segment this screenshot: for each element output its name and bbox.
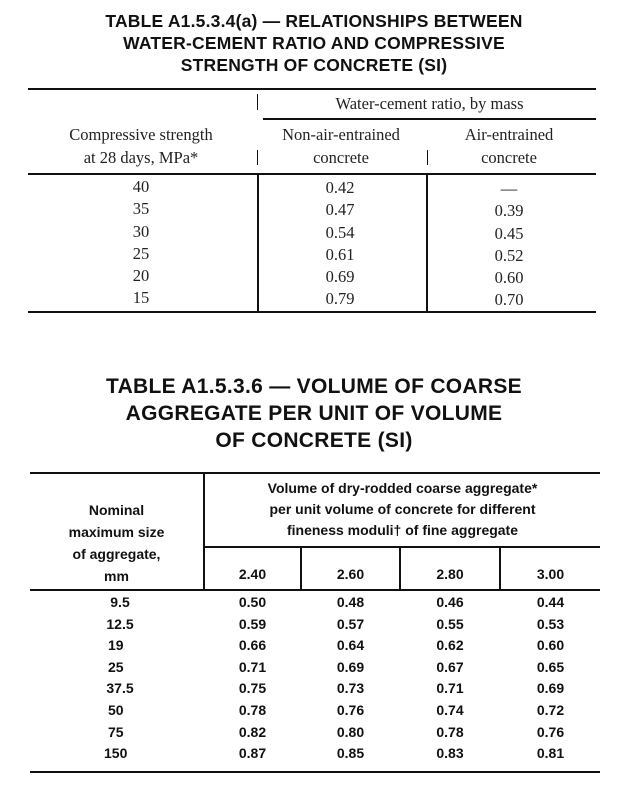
table2-size-cell: 150 (104, 745, 128, 762)
table1-col-air-line-2: concrete (481, 148, 537, 167)
table1-air-cell: 0.70 (494, 290, 524, 310)
table2-value-cell: 0.46 (436, 594, 464, 610)
table2-row-header-line-2: maximum size (68, 524, 165, 540)
table1-divider (257, 94, 258, 110)
table2-size-column (70, 592, 170, 765)
table1-strength-cell: 40 (132, 177, 150, 196)
table1-air-cell: 0.60 (494, 268, 524, 288)
table2-title (0, 373, 628, 454)
table2-value-cell: 0.57 (336, 615, 365, 632)
table2-value-cell: 0.71 (436, 680, 464, 697)
table2-header-rule (30, 589, 600, 591)
table2-value-cell: 0.73 (336, 680, 365, 697)
table1-strength-cell: 25 (132, 243, 150, 263)
table1-non-air-cell: 0.47 (325, 200, 355, 220)
table2-title-line-1: TABLE A1.5.3.6 — VOLUME OF COARSE (106, 375, 522, 398)
table1-air-cell: — (500, 179, 518, 198)
table1 (28, 88, 596, 314)
table2-row-header-line-4: mm (104, 568, 129, 584)
table2-value-cell: 0.50 (238, 594, 267, 610)
table1-non-air-cell: 0.79 (325, 289, 355, 309)
table2-value-cell: 0.59 (238, 615, 267, 632)
table2-fm-header: 2.80 (436, 566, 464, 582)
table1-title-line-1: TABLE A1.5.3.4(a) — RELATIONSHIPS BETWEEN (105, 11, 523, 31)
table1-strength-cell: 15 (132, 288, 150, 308)
table2-value-cell: 0.69 (336, 658, 365, 675)
table2-value-cell: 0.78 (436, 723, 464, 740)
table1-divider (427, 150, 428, 165)
table2-value-cell: 0.72 (536, 701, 565, 718)
table2-top-rule (30, 472, 600, 474)
table2-row-header-line-1: Nominal (88, 502, 145, 518)
table2-size-cell: 50 (108, 701, 124, 718)
table2-value-cell: 0.69 (536, 680, 565, 697)
table1-top-rule (28, 88, 596, 90)
table2-group-header-line-3: fineness moduli† of fine aggregate (286, 522, 519, 538)
table1-header-rule (28, 173, 596, 175)
table1-col-non-air-line-2: concrete (313, 148, 369, 167)
table2-fm300-column (501, 592, 600, 765)
table1-non-air-cell: 0.61 (325, 244, 355, 264)
table2-title-line-3: OF CONCRETE (SI) (215, 429, 413, 452)
table1-non-air-column (264, 177, 416, 311)
table2-size-cell: 12.5 (106, 615, 134, 632)
table2 (30, 472, 600, 774)
table2-value-cell: 0.60 (536, 637, 565, 654)
table1-title-line-3: STRENGTH OF CONCRETE (SI) (180, 55, 448, 75)
table1-group-header: Water-cement ratio, by mass (335, 94, 524, 113)
table1-col-air-line-1: Air-entrained (464, 125, 554, 144)
table2-size-cell: 75 (108, 723, 124, 740)
table2-value-cell: 0.67 (436, 658, 464, 675)
table1-col-non-air-line-1: Non-air-entrained (282, 125, 400, 144)
table1-title (0, 10, 628, 76)
table1-title-line-2: WATER-CEMENT RATIO AND COMPRESSIVE (123, 33, 505, 53)
table1-body-divider (257, 175, 259, 311)
table2-value-cell: 0.80 (336, 723, 365, 740)
table2-fm240-column (205, 592, 300, 765)
table1-group-rule (263, 118, 596, 120)
table2-size-cell: 9.5 (110, 594, 130, 610)
table2-title-line-2: AGGREGATE PER UNIT OF VOLUME (125, 402, 503, 425)
table2-value-cell: 0.48 (336, 594, 365, 610)
table1-air-cell: 0.52 (494, 245, 524, 265)
table2-value-cell: 0.78 (238, 701, 267, 718)
table2-value-cell: 0.74 (436, 701, 464, 718)
table1-air-column (433, 178, 585, 312)
table2-value-cell: 0.55 (436, 615, 464, 632)
table2-fm260-column (302, 592, 399, 765)
table2-size-cell: 19 (108, 637, 124, 654)
table2-fm280-column (401, 592, 499, 765)
table1-row-header-line-2: at 28 days, MPa* (83, 148, 199, 167)
table1-strength-cell: 30 (132, 221, 150, 241)
table2-size-cell: 25 (108, 658, 124, 675)
table2-value-cell: 0.85 (336, 745, 365, 762)
table1-air-cell: 0.45 (494, 223, 524, 243)
table1-divider (257, 150, 258, 165)
table2-value-cell: 0.66 (238, 637, 267, 654)
table2-value-cell: 0.44 (536, 594, 565, 610)
table2-value-cell: 0.82 (238, 723, 267, 740)
table2-value-cell: 0.65 (536, 658, 565, 675)
table2-value-cell: 0.53 (536, 615, 565, 632)
table2-fm-header: 2.40 (238, 566, 267, 582)
table2-fm-header: 2.60 (336, 566, 365, 582)
table1-non-air-cell: 0.42 (325, 178, 355, 197)
table1-strength-cell: 20 (132, 266, 150, 286)
table1-air-cell: 0.39 (494, 201, 524, 221)
table2-value-cell: 0.76 (536, 723, 565, 740)
table2-group-header-line-1: Volume of dry-rodded coarse aggregate* (267, 480, 538, 496)
table2-value-cell: 0.76 (336, 701, 365, 718)
table2-value-cell: 0.62 (436, 637, 464, 654)
table2-fm-header: 3.00 (536, 566, 565, 582)
table1-strength-column (28, 176, 254, 310)
table2-value-cell: 0.83 (436, 745, 464, 762)
table1-non-air-cell: 0.54 (325, 222, 355, 242)
table2-value-cell: 0.75 (238, 680, 267, 697)
table2-bottom-rule (30, 771, 600, 773)
table2-value-cell: 0.64 (336, 637, 365, 654)
table1-non-air-cell: 0.69 (325, 267, 355, 287)
table1-body-divider (426, 175, 428, 311)
table2-group-header-line-2: per unit volume of concrete for different (269, 501, 536, 517)
table2-group-rule (204, 546, 600, 548)
table1-row-header-line-1: Compressive strength (69, 125, 213, 144)
table2-value-cell: 0.71 (238, 658, 267, 675)
table2-size-cell: 37.5 (106, 680, 134, 697)
table2-row-header-line-3: of aggregate, (72, 546, 161, 562)
table1-strength-cell: 35 (132, 199, 150, 219)
table2-value-cell: 0.87 (238, 745, 267, 762)
table1-bottom-rule (28, 311, 596, 313)
table2-value-cell: 0.81 (536, 745, 565, 762)
